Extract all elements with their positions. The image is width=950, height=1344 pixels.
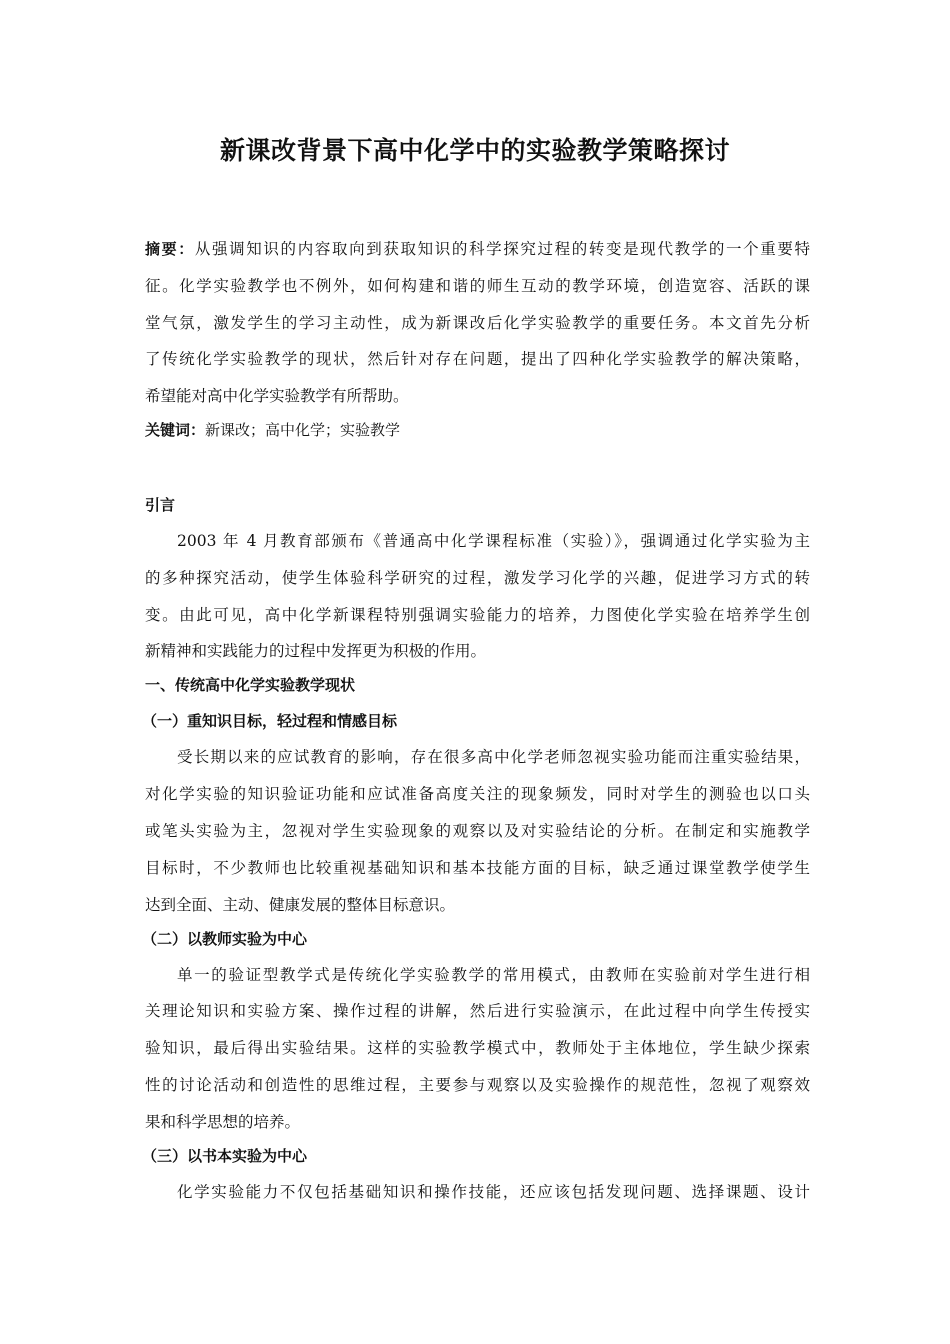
paragraph-line: 果和科学思想的培养。 [145, 1112, 301, 1131]
subsection-paragraph [145, 745, 810, 926]
abstract-line: 了传统化学实验教学的现状，然后针对存在问题，提出了四种化学实验教学的解决策略， [145, 350, 810, 369]
paragraph-line: 目标时，不少教师也比较重视基础知识和基本技能方面的目标，缺乏通过课堂教学使学生 [145, 858, 810, 877]
paragraph-line: 关理论知识和实验方案、操作过程的讲解，然后进行实验演示，在此过程中向学生传授实 [145, 1002, 810, 1021]
intro-line: 的多种探究活动，使学生体验科学研究的过程，激发学习化学的兴趣，促进学习方式的转 [145, 568, 810, 587]
paragraph-line: 达到全面、主动、健康发展的整体目标意识。 [145, 895, 456, 914]
paragraph-line: 化学实验能力不仅包括基础知识和操作技能，还应该包括发现问题、选择课题、设计 [177, 1182, 810, 1201]
subsection-heading: （三）以书本实验为中心 [142, 1146, 308, 1165]
intro-paragraph [145, 529, 810, 673]
abstract-text: 从强调知识的内容取向到获取知识的科学探究过程的转变是现代教学的一个重要特 [194, 240, 810, 258]
abstract-line: 希望能对高中化学实验教学有所帮助。 [145, 387, 409, 406]
subsection-heading: （二）以教师实验为中心 [142, 929, 308, 948]
intro-line: 2003 年 4 月教育部颁布《普通高中化学课程标准（实验）》，强调通过化学实验为主 [177, 531, 810, 550]
paragraph-line: 对化学实验的知识验证功能和应试准备高度关注的现象频发，同时对学生的测验也以口头 [145, 785, 810, 804]
intro-heading: 引言 [145, 495, 176, 514]
paragraph-line: 或笔头实验为主，忽视对学生实验现象的观察以及对实验结论的分析。在制定和实施教学 [145, 821, 810, 840]
keywords-line [145, 418, 810, 455]
abstract-line: 征。化学实验教学也不例外，如何构建和谐的师生互动的教学环境，创造宽容、活跃的课 [145, 276, 810, 295]
keywords-label: 关键词： [145, 421, 206, 440]
abstract-line: 堂气氛，激发学生的学习主动性，成为新课改后化学实验教学的重要任务。本文首先分析 [145, 313, 810, 332]
intro-line: 新精神和实践能力的过程中发挥更为积极的作用。 [145, 642, 487, 661]
abstract-paragraph [145, 237, 810, 418]
paragraph-line: 验知识，最后得出实验结果。这样的实验教学模式中，教师处于主体地位，学生缺少探索 [145, 1039, 810, 1058]
document-body [142, 237, 810, 1217]
abstract-line [145, 237, 810, 274]
section-heading: 一、传统高中化学实验教学现状 [145, 676, 356, 695]
document-title: 新课改背景下高中化学中的实验教学策略探讨 [219, 136, 730, 165]
spacer [145, 455, 810, 493]
paragraph-line: 受长期以来的应试教育的影响，存在很多高中化学老师忽视实验功能而注重实验结果， [177, 748, 810, 767]
subsection-heading: （一）重知识目标，轻过程和情感目标 [142, 712, 398, 731]
subsection-paragraph [145, 963, 810, 1144]
intro-line: 变。由此可见，高中化学新课程特别强调实验能力的培养，力图使化学实验在培养学生创 [145, 605, 810, 624]
keywords-text: 新课改；高中化学；实验教学 [205, 421, 401, 440]
subsection-paragraph [145, 1180, 810, 1217]
paragraph-line: 单一的验证型教学式是传统化学实验教学的常用模式，由教师在实验前对学生进行相 [177, 965, 810, 984]
abstract-label: 摘要： [145, 240, 195, 258]
paragraph-line: 性的讨论活动和创造性的思维过程，主要参与观察以及实验操作的规范性，忽视了观察效 [145, 1075, 810, 1094]
